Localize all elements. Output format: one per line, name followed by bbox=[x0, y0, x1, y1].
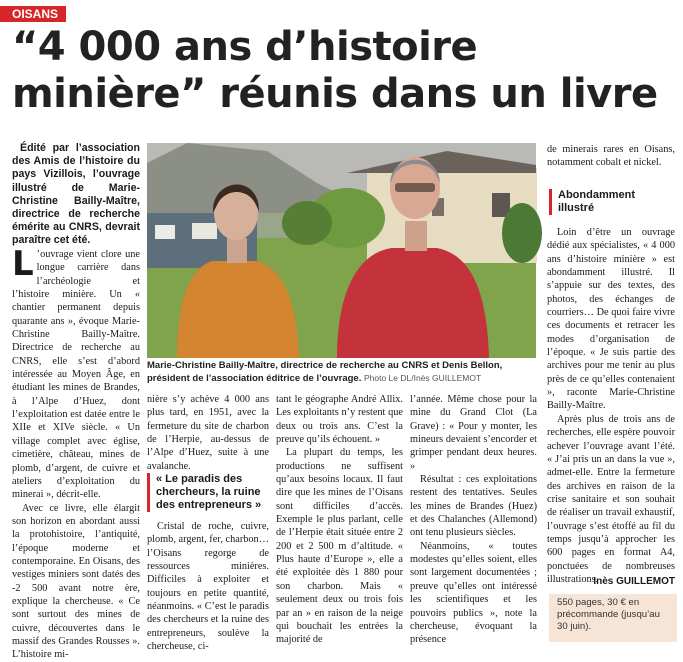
info-box: 550 pages, 30 € en précommande (jusqu’au 30 juin). bbox=[549, 594, 677, 642]
paragraph: Avec ce livre, elle élargit son horizon en abordant aussi la protohistoire, l’antiquité, l’époque moderne et contemporaine. En Oisans, des vestiges miniers sont datés des -2 500 avant notre ère, explique la chercheuse. « Ce sont surtout des mines de cuivre, découvertes dans le massif des Grandes Rousses ». L’histoire mi- bbox=[12, 502, 140, 661]
drop-cap: L bbox=[12, 244, 34, 284]
portrait-photo-illustration bbox=[147, 143, 536, 358]
paragraph: La plupart du temps, les productions ne suffisent qu’aux besoins locaux. Il faut dire que les mines de l’Oisans sont difficiles d’accès. Exemple le plus parlant, celle de l’Herpie était située entre 2 200 et 2 500 m d’altitude. « Plus haute d’Europe », elle a été exploitée dès 1 880 pour son charbon. Mais « seulement deux ou trois fois par an » en raison de la neige qui bouchait les entrées la majorité de bbox=[276, 447, 403, 646]
paragraph: Loin d’être un ouvrage dédié aux spécialistes, « 4 000 ans d’histoire minière » est abondamment illustré. Il s’appuie sur des textes, des photos, des échanges de courriers… De quoi faire vivre ces documents et retracer les modes d’organisation de l’époque. « Je suis partie des archives pour me tenir au plus près de ce qu’elles contenaient », raconte Marie-Christine Bailly-Maître. bbox=[547, 227, 675, 412]
article-column-4 bbox=[410, 393, 537, 647]
paragraph: tant le géographe André Allix. Les exploitants n’y restent que deux ou trois ans. C’est la preuve qu’ils échouent. » bbox=[276, 394, 403, 446]
standfirst: Édité par l’association des Amis de l’histoire du pays Vizillois, l’ouvrage illustré de Marie-Christine Bailly-Maître, directrice de recherche émérite au CNRS, devrait paraître cet été. bbox=[12, 142, 140, 247]
author-signature: Inès GUILLEMOT bbox=[593, 576, 675, 587]
paragraph: Néanmoins, « toutes modestes qu’elles soient, elles sont largement documentées ; preuve qu’elles ont intéressé les scientifiques et les pouvoirs publics », note la chercheuse, évoquant la présence bbox=[410, 540, 537, 646]
paragraph: Cristal de roche, cuivre, plomb, argent, fer, charbon… l’Oisans regorge de ressources minières. Difficiles à exploiter et toujours en petite quantité, néanmoins. « C’est le paradis des chercheurs et la ruine des entrepreneurs, soulève la chercheuse, ci- bbox=[147, 521, 269, 653]
article-column-5 bbox=[547, 143, 675, 170]
subheading: « Le paradis des chercheurs, la ruine des entrepreneurs » bbox=[147, 473, 270, 512]
article-column-2 bbox=[147, 393, 269, 473]
article-photo bbox=[147, 143, 536, 358]
paragraph: Après plus de trois ans de recherches, elle espère pouvoir achever l’ouvrage avant l’été. « J’ai pris un an dans la vue », admet-elle. Entre la fermeture des archives en raison de la crise sanitaire et son souhait de réaliser un travail exhaustif, l’ouvrage s’est étoffé au fil du temps jusqu’à approcher les 600 pages en format A4, ponctuées de nombreuses illustrations. bbox=[547, 413, 675, 585]
photo-caption bbox=[147, 360, 537, 385]
article-column-2b bbox=[147, 520, 269, 653]
paragraph: l’année. Même chose pour la mine du Grand Clot (La Grave) : « Pour y monter, les mineurs devaient s’encorder et grimper pendant deux heures. » bbox=[410, 394, 537, 472]
article-column-5b bbox=[547, 226, 675, 586]
paragraph: Résultat : ces exploitations restent des tentatives. Seules les mines de Brandes (Huez) et des Chalanches (Allemond) ont tenu plusieurs siècles. bbox=[410, 474, 537, 539]
caption-text: Marie-Christine Bailly-Maître, directrice de recherche au CNRS et Denis Bellon, président de l’association éditrice de l’ouvrage. bbox=[147, 360, 503, 384]
article-column-1 bbox=[12, 244, 140, 662]
section-rubric: OISANS bbox=[0, 6, 66, 22]
photo-credit: Photo Le DL/Inès GUILLEMOT bbox=[363, 373, 482, 383]
paragraph: nière s’y achève 4 000 ans plus tard, en 1951, avec la fermeture du site de charbon de l’Herpie, au-dessus de l’Alpe d’Huez, suite à une avalanche. bbox=[147, 394, 269, 472]
subheading: Abondamment illustré bbox=[549, 189, 669, 215]
paragraph: ’ouvrage vient clore une longue carrière dans l’archéologie et l’histoire minière. Un « chantier permanent depuis quarante ans », évoque Marie-Christine Bailly-Maître. Directrice de recherche au CNRS, elle s’est d’abord intéressée au Moyen Âge, en étudiant les mines de Brandes, à l’Alpe d’Huez, dont l’exploitation est datée entre le XIIe et XIVe siècle. « Un village complet avec église, cimetière, château, mines de plomb, d’argent, de cuivre et ateliers d’exploitation du minerai », décrit-elle. bbox=[12, 249, 140, 501]
headline: “4 000 ans d’histoire minière” réunis dans un livre bbox=[12, 24, 658, 117]
article-column-3 bbox=[276, 393, 403, 647]
paragraph: de minerais rares en Oisans, notamment cobalt et nickel. bbox=[547, 144, 675, 169]
